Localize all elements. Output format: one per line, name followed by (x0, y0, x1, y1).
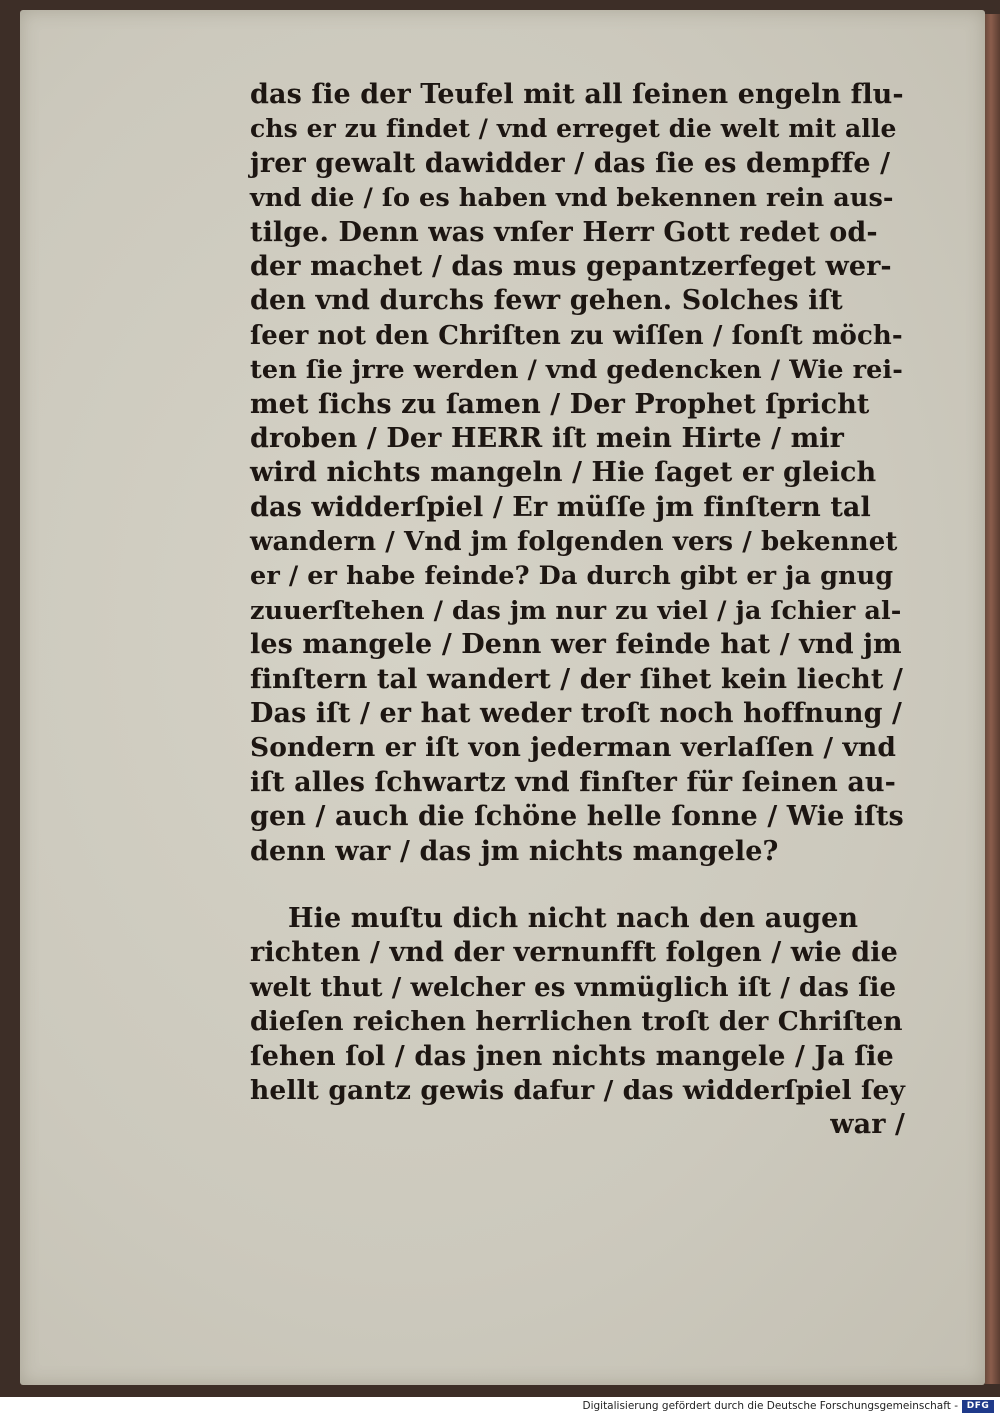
text-line: ſehen ſol / das jnen nichts mangele / Ja ſie (250, 1040, 894, 1072)
funding-credit: Digitalisierung gefördert durch die Deutsche Forschungsgemeinschaft - (582, 1400, 958, 1412)
text-line: jrer gewalt dawidder / das ſie es dempffe / (250, 147, 891, 179)
page-edge (985, 14, 1000, 1384)
text-line: wird nichts mangeln / Hie ſaget er gleich (250, 457, 877, 489)
text-line: les mangele / Denn wer feinde hat / vnd jm (250, 629, 902, 661)
text-line: Sondern er iſt von jederman verlaſſen / vnd (250, 732, 896, 764)
text-line: met ſichs zu ſamen / Der Prophet ſpricht (250, 388, 870, 420)
text-line: er / er habe feinde? Da durch gibt er ja gnug (250, 561, 894, 592)
text-line: zuuerſtehen / das jm nur zu viel / ja ſchier al‑ (250, 595, 902, 626)
text-line: das widderſpiel / Er müſſe jm finſtern tal (250, 491, 871, 523)
text-line: das ſie der Teufel mit all ſeinen engeln flu‑ (250, 79, 904, 110)
text-line: Das iſt / er hat weder troſt noch hoffnung / (250, 698, 903, 730)
text-line: ſeer not den Chriſten zu wiſſen / ſonſt möch‑ (250, 320, 903, 351)
text-line: den vnd durchs fewr gehen. Solches iſt (250, 285, 843, 317)
text-line: ten ſie jrre werden / vnd gedencken / Wie rei‑ (250, 355, 903, 386)
text-line: vnd die / ſo es haben vnd bekennen rein aus‑ (250, 183, 894, 214)
text-line: denn war / das jm nichts mangele? (250, 835, 779, 867)
text-line: welt thut / welcher es vnmüglich iſt / das ſie (250, 972, 897, 1003)
dfg-logo: DFG (962, 1400, 994, 1413)
text-line: Hie muſtu dich nicht nach den augen (250, 902, 859, 934)
catchword: war / (830, 1109, 905, 1141)
text-line: tilge. Denn was vnſer Herr Gott redet od‑ (250, 216, 878, 248)
text-line: finſtern tal wandert / der ſihet kein liecht / (250, 663, 903, 695)
text-line: wandern / Vnd jm folgenden vers / bekennet (250, 527, 898, 558)
text-line: hellt gantz gewis dafur / das widderſpiel ſey (250, 1074, 905, 1106)
paragraph-gap (250, 869, 905, 902)
text-line: richten / vnd der vernunfft folgen / wie die (250, 937, 898, 969)
text-line: der machet / das mus gepantzerfeget wer‑ (250, 250, 892, 282)
page-text-block (250, 78, 905, 1143)
text-line: dieſen reichen herrlichen troſt der Chriſten (250, 1006, 903, 1038)
text-line: iſt alles ſchwartz vnd finſter für ſeinen au‑ (250, 766, 896, 798)
text-line: droben / Der HERR iſt mein Hirte / mir (250, 422, 844, 454)
text-line: chs er zu findet / vnd erreget die welt mit alle (250, 114, 897, 144)
text-line: gen / auch die ſchöne helle ſonne / Wie iſts (250, 801, 904, 833)
